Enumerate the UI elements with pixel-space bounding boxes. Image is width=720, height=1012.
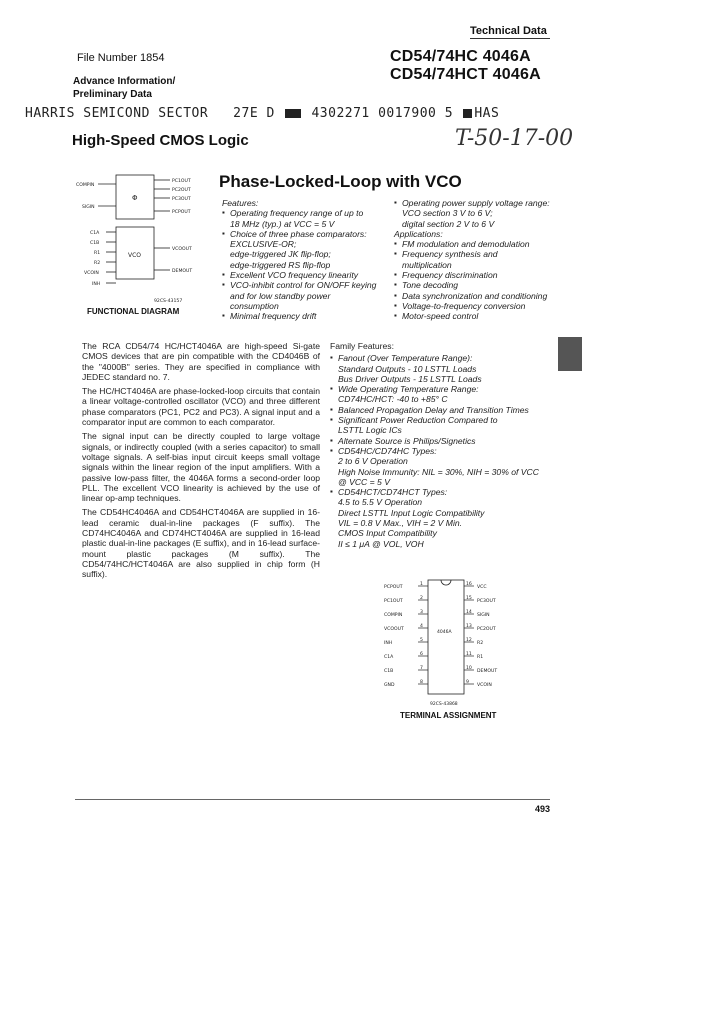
family-item: ▪ Wide Operating Temperature Range:	[330, 384, 550, 394]
stamp-right: 4302271 0017900 5	[311, 106, 454, 121]
advance-info: Advance Information/	[73, 76, 176, 87]
pin-name-right: VCC	[477, 585, 487, 590]
header-rule	[470, 38, 550, 39]
description-p3: The signal input can be directly coupled to large voltage signals, or indirectly coupled (with a series capacitor) to small voltage signals. A self-bias input circuit keeps small voltage signals within the linear region of the input amplifiers. With a passive low-pass filter, the 4046A forms a second-order loop PLL. The excellent VCO linearity is achieved by the use of linear op-amp techniques.	[82, 431, 320, 504]
application-item: ▪ Tone decoding	[394, 280, 554, 290]
family-item: ▪ CD54HCT/CD74HCT Types:	[330, 487, 550, 497]
family-item: CD74HC/HCT: -40 to +85° C	[338, 394, 448, 405]
part-number-hc: CD54/74HC 4046A	[390, 48, 531, 65]
feature-item: ▪ Minimal frequency drift	[222, 311, 387, 321]
pin-number-left: 4	[420, 624, 423, 629]
pin-number-left: 1	[420, 582, 423, 587]
features-right	[394, 198, 554, 322]
pin-name-right: PC2OUT	[477, 627, 496, 632]
chip-body	[428, 580, 464, 694]
application-item: ▪ Motor-speed control	[394, 311, 554, 321]
application-item: ▪ Data synchronization and conditioning	[394, 291, 554, 301]
pin-number-right: 11	[466, 652, 472, 657]
pc-block-label: Φ	[132, 194, 138, 202]
pin-name-right: VCOIN	[477, 683, 492, 688]
preliminary-data: Preliminary Data	[73, 89, 152, 100]
pin-name-left: C1A	[384, 655, 394, 660]
pin-r1: R1	[94, 251, 101, 256]
pin-number-left: 3	[420, 610, 423, 615]
stamp-block-2	[463, 109, 472, 118]
terminal-assignment-svg	[380, 578, 510, 708]
feature-item: EXCLUSIVE-OR;	[230, 239, 297, 250]
feature-item: ▪ Choice of three phase comparators:	[222, 229, 387, 239]
pin-name-left: PCPOUT	[384, 585, 403, 590]
pin-name-left: PC1OUT	[384, 599, 403, 604]
pin-number-right: 10	[466, 666, 472, 671]
functional-diagram	[70, 170, 215, 305]
family-item: 4.5 to 5.5 V Operation	[338, 497, 423, 508]
family-item: ▪ Significant Power Reduction Compared to	[330, 415, 550, 425]
terminal-code: 92CS-43868	[430, 702, 458, 707]
description-p4: The CD54HC4046A and CD54HCT4046A are supplied in 16-lead ceramic dual-in-line packages (F suffix). The CD74HC4046A and CD74HCT4046A are supplied in 16-lead plastic dual-in-line packages (E suffix), and in 16-lead surface-mount plastic packages (M suffix). The CD54/74HC/HCT4046A are also supplied in chip form (H suffix).	[82, 507, 320, 580]
feature-item: VCO section 3 V to 6 V;	[402, 208, 493, 219]
family-item: ▪ CD54HC/CD74HC Types:	[330, 446, 550, 456]
family-item: Standard Outputs - 10 LSTTL Loads	[338, 363, 477, 374]
pin-number-right: 16	[466, 582, 472, 587]
description-column	[82, 341, 320, 580]
feature-item: ▪ Operating power supply voltage range:	[394, 198, 554, 208]
family-item: 2 to 6 V Operation	[338, 456, 408, 467]
product-title: Phase-Locked-Loop with VCO	[219, 172, 462, 191]
edge-index-mark	[558, 337, 582, 371]
pin-pc2out: PC2OUT	[172, 188, 191, 193]
pin-number-left: 7	[420, 666, 423, 671]
part-number-hct: CD54/74HCT 4046A	[390, 66, 541, 83]
family-item: LSTTL Logic ICs	[338, 425, 402, 436]
family-item: CMOS Input Compatibility	[338, 528, 437, 539]
pin-name-right: R1	[477, 655, 484, 660]
family-item: VIL = 0.8 V Max., VIH = 2 V Min.	[338, 518, 463, 529]
pin-pcpout: PCPOUT	[172, 210, 191, 215]
pin-sigin: SIGIN	[82, 205, 95, 210]
pin-demout: DEMOUT	[172, 269, 193, 274]
stamp-end: HAS	[474, 106, 500, 121]
pin-c1a: C1A	[90, 231, 100, 236]
feature-item: ▪ Excellent VCO frequency linearity	[222, 270, 387, 280]
family-list	[330, 353, 550, 549]
pin-pc3out: PC3OUT	[172, 197, 191, 202]
applications-list	[394, 239, 554, 321]
terminal-assignment-diagram	[380, 578, 510, 708]
description-p2: The HC/HCT4046A are phase-locked-loop circuits that contain a linear voltage-controlled oscillator (VCO) and three different phase comparators (PC1, PC2 and PC3). A signal input and a comparator input are common to each comparator.	[82, 386, 320, 428]
footer-rule	[75, 799, 550, 800]
pin-name-left: COMPIN	[384, 613, 403, 618]
features-list	[222, 208, 387, 321]
features-right-list	[394, 198, 554, 229]
features-left	[222, 198, 387, 322]
description-p1: The RCA CD54/74 HC/HCT4046A are high-speed Si-gate CMOS devices that are pin compatible with the CD4046B of the "4000B" series. They are specified in compliance with JEDEC standard no. 7.	[82, 341, 320, 382]
pin-inh: INH	[92, 282, 101, 287]
page-title: High-Speed CMOS Logic	[72, 132, 249, 149]
diagram-code: 92CS-43157	[154, 299, 183, 304]
technical-data-label: Technical Data	[470, 25, 547, 37]
family-item: ▪ Balanced Propagation Delay and Transition Times	[330, 405, 550, 415]
application-item: multiplication	[402, 259, 452, 270]
stamp-block	[285, 109, 301, 118]
pin-number-right: 15	[466, 596, 472, 601]
functional-diagram-caption: FUNCTIONAL DIAGRAM	[87, 307, 180, 316]
family-item: II ≤ 1 μA @ VOL, VOH	[338, 538, 424, 549]
page-number: 493	[535, 804, 551, 814]
feature-item: consumption	[230, 300, 279, 311]
feature-item: 18 MHz (typ.) at VCC = 5 V	[230, 218, 335, 229]
family-features	[330, 341, 550, 549]
feature-item: digital section 2 V to 6 V	[402, 218, 495, 229]
file-number: File Number 1854	[77, 52, 165, 64]
applications-heading: Applications:	[394, 228, 443, 239]
feature-item: and for low standby power	[230, 290, 331, 301]
pin-name-right: SIGIN	[477, 613, 490, 618]
pin-c1b: C1B	[90, 241, 100, 246]
handwritten-note: T-50-17-00	[455, 126, 574, 151]
pin-number-left: 5	[420, 638, 423, 643]
family-item: Bus Driver Outputs - 15 LSTTL Loads	[338, 373, 482, 384]
vco-block-label: VCO	[128, 252, 142, 259]
family-item: ▪ Alternate Source is Philips/Signetics	[330, 436, 550, 446]
pin-number-right: 9	[466, 680, 469, 685]
pin-number-right: 14	[466, 610, 472, 615]
pin-name-left: C1B	[384, 669, 394, 674]
pin-name-left: GND	[384, 683, 395, 688]
application-item: ▪ Voltage-to-frequency conversion	[394, 301, 554, 311]
pin-number-right: 12	[466, 638, 472, 643]
pin-name-right: DEMOUT	[477, 669, 498, 674]
pin-vcoin: VCOIN	[84, 271, 99, 276]
chip-label: 4046A	[437, 630, 452, 635]
pin-number-left: 6	[420, 652, 423, 657]
pin-name-left: INH	[384, 641, 393, 646]
pin-r2: R2	[94, 261, 101, 266]
pin-compin: COMPIN	[76, 183, 95, 188]
family-item: High Noise Immunity: NIL = 30%, NIH = 30% of VCC	[338, 466, 539, 477]
pin-name-right: PC3OUT	[477, 599, 496, 604]
feature-item: ▪ Operating frequency range of up to	[222, 208, 387, 218]
pin-number-left: 8	[420, 680, 423, 685]
terminal-assignment-caption: TERMINAL ASSIGNMENT	[400, 711, 497, 720]
family-heading: Family Features:	[330, 341, 394, 351]
pin-name-left: VCOOUT	[384, 627, 404, 632]
family-item: ▪ Fanout (Over Temperature Range):	[330, 353, 550, 363]
functional-diagram-svg	[70, 170, 215, 305]
feature-item: edge-triggered JK flip-flop;	[230, 249, 331, 260]
feature-item: ▪ VCO-inhibit control for ON/OFF keying	[222, 280, 387, 290]
pin-number-left: 2	[420, 596, 423, 601]
pin-number-right: 13	[466, 624, 472, 629]
pin-name-right: R2	[477, 641, 484, 646]
pin-vcoout: VCOOUT	[172, 247, 192, 252]
application-item: ▪ Frequency synthesis and	[394, 249, 554, 259]
feature-item: edge-triggered RS flip-flop	[230, 259, 331, 270]
application-item: ▪ Frequency discrimination	[394, 270, 554, 280]
date-stamp	[25, 106, 499, 121]
features-heading: Features:	[222, 198, 259, 208]
stamp-mid: 27E D	[233, 106, 275, 121]
stamp-left: HARRIS SEMICOND SECTOR	[25, 106, 209, 121]
family-item: Direct LSTTL Input Logic Compatibility	[338, 507, 485, 518]
pin-pc1out: PC1OUT	[172, 179, 191, 184]
family-item: @ VCC = 5 V	[338, 476, 390, 487]
application-item: ▪ FM modulation and demodulation	[394, 239, 554, 249]
